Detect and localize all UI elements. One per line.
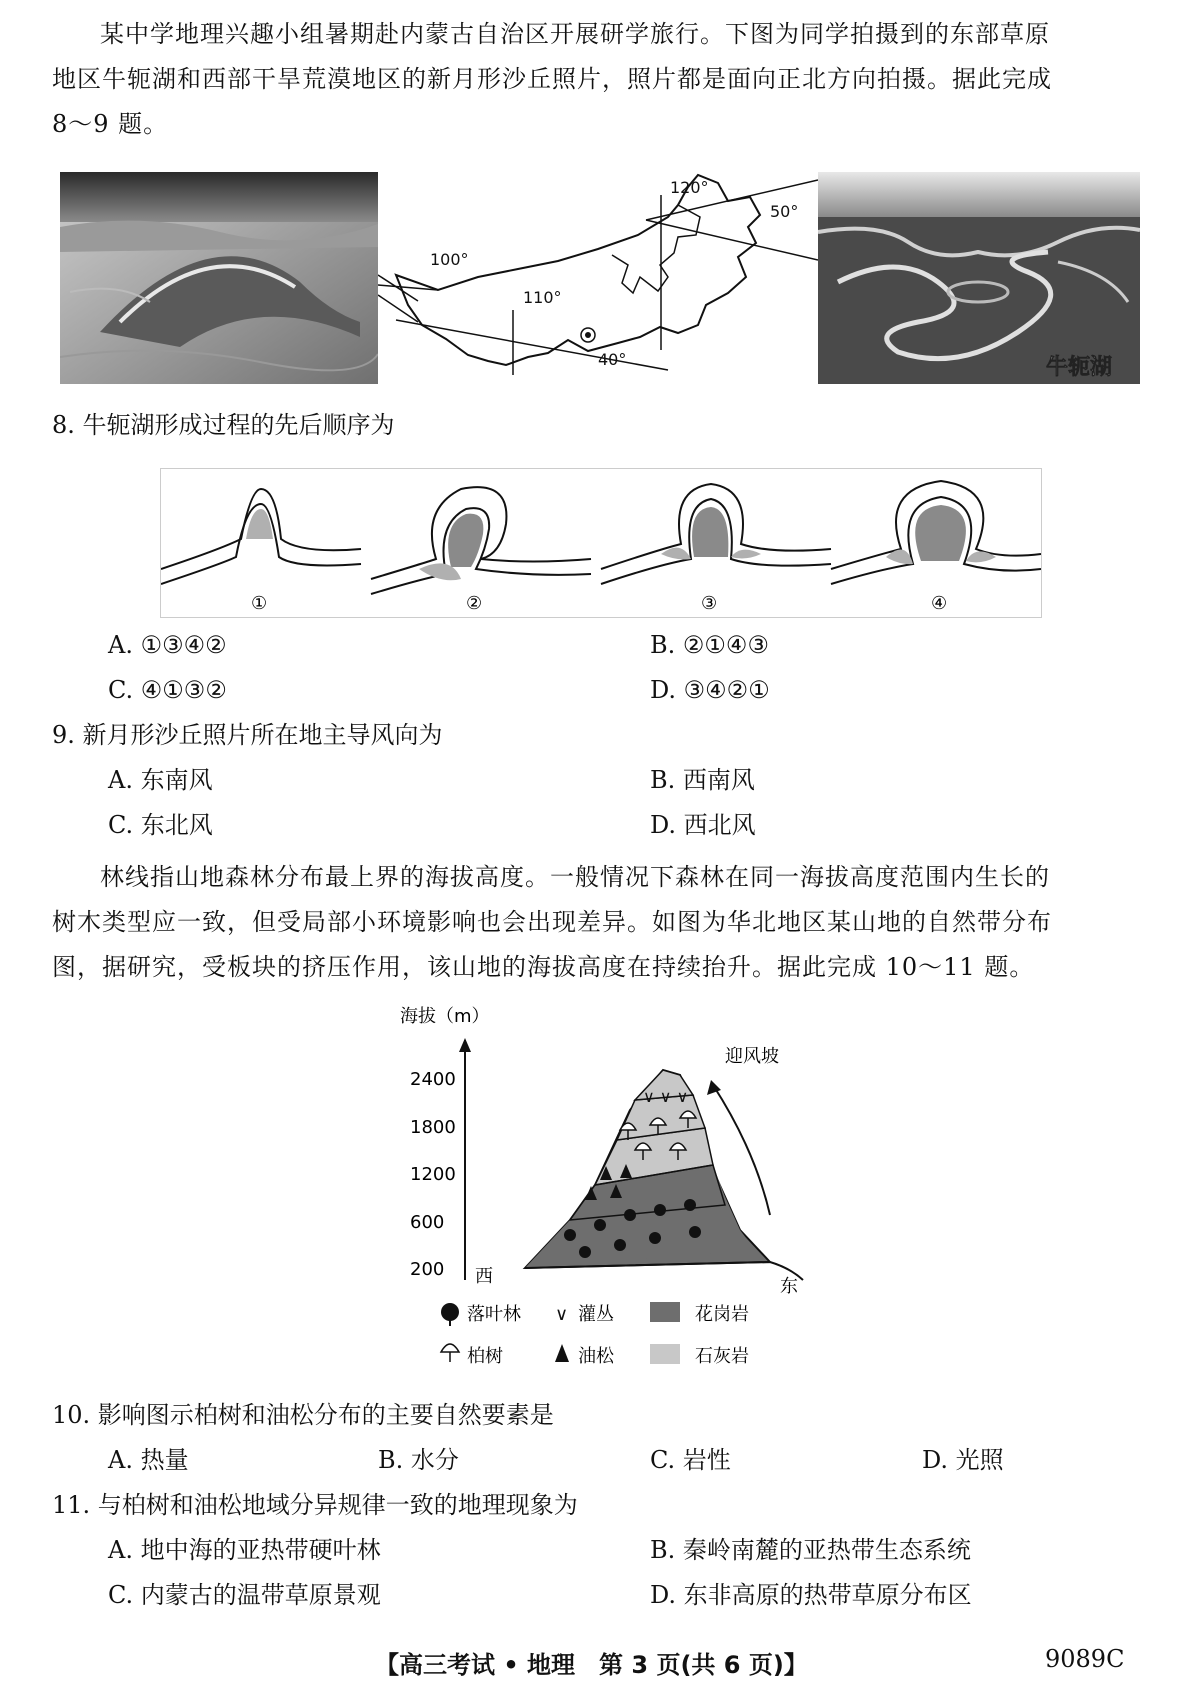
ytick-1200: 1200 (410, 1164, 456, 1185)
lon-label-100: 100° (430, 250, 469, 269)
q9-option-a[interactable]: A. 东南风 (108, 766, 213, 794)
oxbow-formation-diagram (160, 468, 1042, 618)
page-footer: 【高三考试 • 地理 第 3 页(共 6 页)】 (375, 1651, 808, 1679)
windward-slope-label: 迎风坡 (725, 1046, 779, 1067)
legend-pine: 油松 (578, 1346, 614, 1367)
lat-label-50: 50° (770, 202, 799, 221)
stage-3-label: ③ (701, 593, 718, 614)
intro-paragraph-2 (52, 855, 1152, 990)
q8-option-c[interactable]: C. ④①③② (108, 676, 227, 704)
q10-option-c[interactable]: C. 岩性 (650, 1446, 731, 1474)
stage-4-sketch (831, 481, 1041, 614)
legend-limestone: 石灰岩 (695, 1346, 749, 1367)
intro1-line3: 8～9 题。 (52, 110, 169, 138)
intro2-line2: 树木类型应一致，但受局部小环境影响也会出现差异。如图为华北地区某山地的自然带分布 (52, 908, 1052, 936)
q8-option-d[interactable]: D. ③④②① (650, 676, 770, 704)
ytick-600: 600 (410, 1212, 445, 1233)
legend-cypress: 柏树 (467, 1346, 503, 1367)
stage-1-sketch (161, 489, 361, 614)
mountain-zone-diagram (395, 1000, 815, 1380)
stage-2-label: ② (466, 593, 483, 614)
q11-option-d[interactable]: D. 东非高原的热带草原分布区 (650, 1581, 972, 1609)
intro-paragraph-1 (52, 12, 1152, 147)
intro2-line1: 林线指山地森林分布最上界的海拔高度。一般情况下森林在同一海拔高度范围内生长的 (100, 863, 1050, 891)
svg-text:∨: ∨ (555, 1304, 569, 1325)
q8-option-a[interactable]: A. ①③④② (108, 631, 227, 659)
lon-label-120: 120° (670, 178, 709, 197)
lat-label-40: 40° (598, 350, 627, 369)
q11-option-c[interactable]: C. 内蒙古的温带草原景观 (108, 1581, 381, 1609)
svg-text:∨ ∨ ∨: ∨ ∨ ∨ (643, 1087, 689, 1106)
crescent-dune-photo (60, 172, 378, 384)
q8-option-b[interactable]: B. ②①④③ (650, 631, 769, 659)
legend (441, 1302, 749, 1367)
oxbow-lake-photo (818, 172, 1140, 384)
question-8-stem: 8. 牛轭湖形成过程的先后顺序为 (52, 411, 395, 439)
q10-option-d[interactable]: D. 光照 (922, 1446, 1004, 1474)
legend-deciduous: 落叶林 (467, 1304, 521, 1325)
stage-1-label: ① (251, 593, 268, 614)
q10-option-a[interactable]: A. 热量 (108, 1446, 189, 1474)
oxbow-lake-label: 牛轭湖 (1046, 355, 1113, 380)
intro1-line1: 某中学地理兴趣小组暑期赴内蒙古自治区开展研学旅行。下图为同学拍摄到的东部草原 (100, 20, 1050, 48)
west-label: 西 (475, 1266, 493, 1287)
q11-option-a[interactable]: A. 地中海的亚热带硬叶林 (108, 1536, 381, 1564)
exam-code: 9089C (1045, 1645, 1125, 1673)
q9-option-d[interactable]: D. 西北风 (650, 811, 756, 839)
altitude-axis-label: 海拔（m） (400, 1006, 490, 1027)
stage-3-sketch (601, 484, 831, 614)
intro2-line3: 图，据研究，受板块的挤压作用，该山地的海拔高度在持续抬升。据此完成 10～11 题。 (52, 953, 1035, 981)
question-9-stem: 9. 新月形沙丘照片所在地主导风向为 (52, 721, 443, 749)
q9-option-c[interactable]: C. 东北风 (108, 811, 213, 839)
legend-shrub: 灌丛 (578, 1304, 614, 1325)
question-11-stem: 11. 与柏树和油松地域分异规律一致的地理现象为 (52, 1491, 578, 1519)
stage-4-label: ④ (931, 593, 948, 614)
lon-label-110: 110° (523, 288, 562, 307)
question-10-stem: 10. 影响图示柏树和油松分布的主要自然要素是 (52, 1401, 554, 1429)
ytick-200: 200 (410, 1259, 445, 1280)
east-label: 东 (780, 1276, 798, 1297)
legend-granite: 花岗岩 (695, 1304, 749, 1325)
q11-option-b[interactable]: B. 秦岭南麓的亚热带生态系统 (650, 1536, 971, 1564)
q9-option-b[interactable]: B. 西南风 (650, 766, 755, 794)
stage-2-sketch (371, 487, 591, 614)
ytick-2400: 2400 (410, 1069, 456, 1090)
inner-mongolia-map (378, 165, 818, 390)
ytick-1800: 1800 (410, 1117, 456, 1138)
q10-option-b[interactable]: B. 水分 (378, 1446, 459, 1474)
intro1-line2: 地区牛轭湖和西部干旱荒漠地区的新月形沙丘照片，照片都是面向正北方向拍摄。据此完成 (52, 65, 1052, 93)
